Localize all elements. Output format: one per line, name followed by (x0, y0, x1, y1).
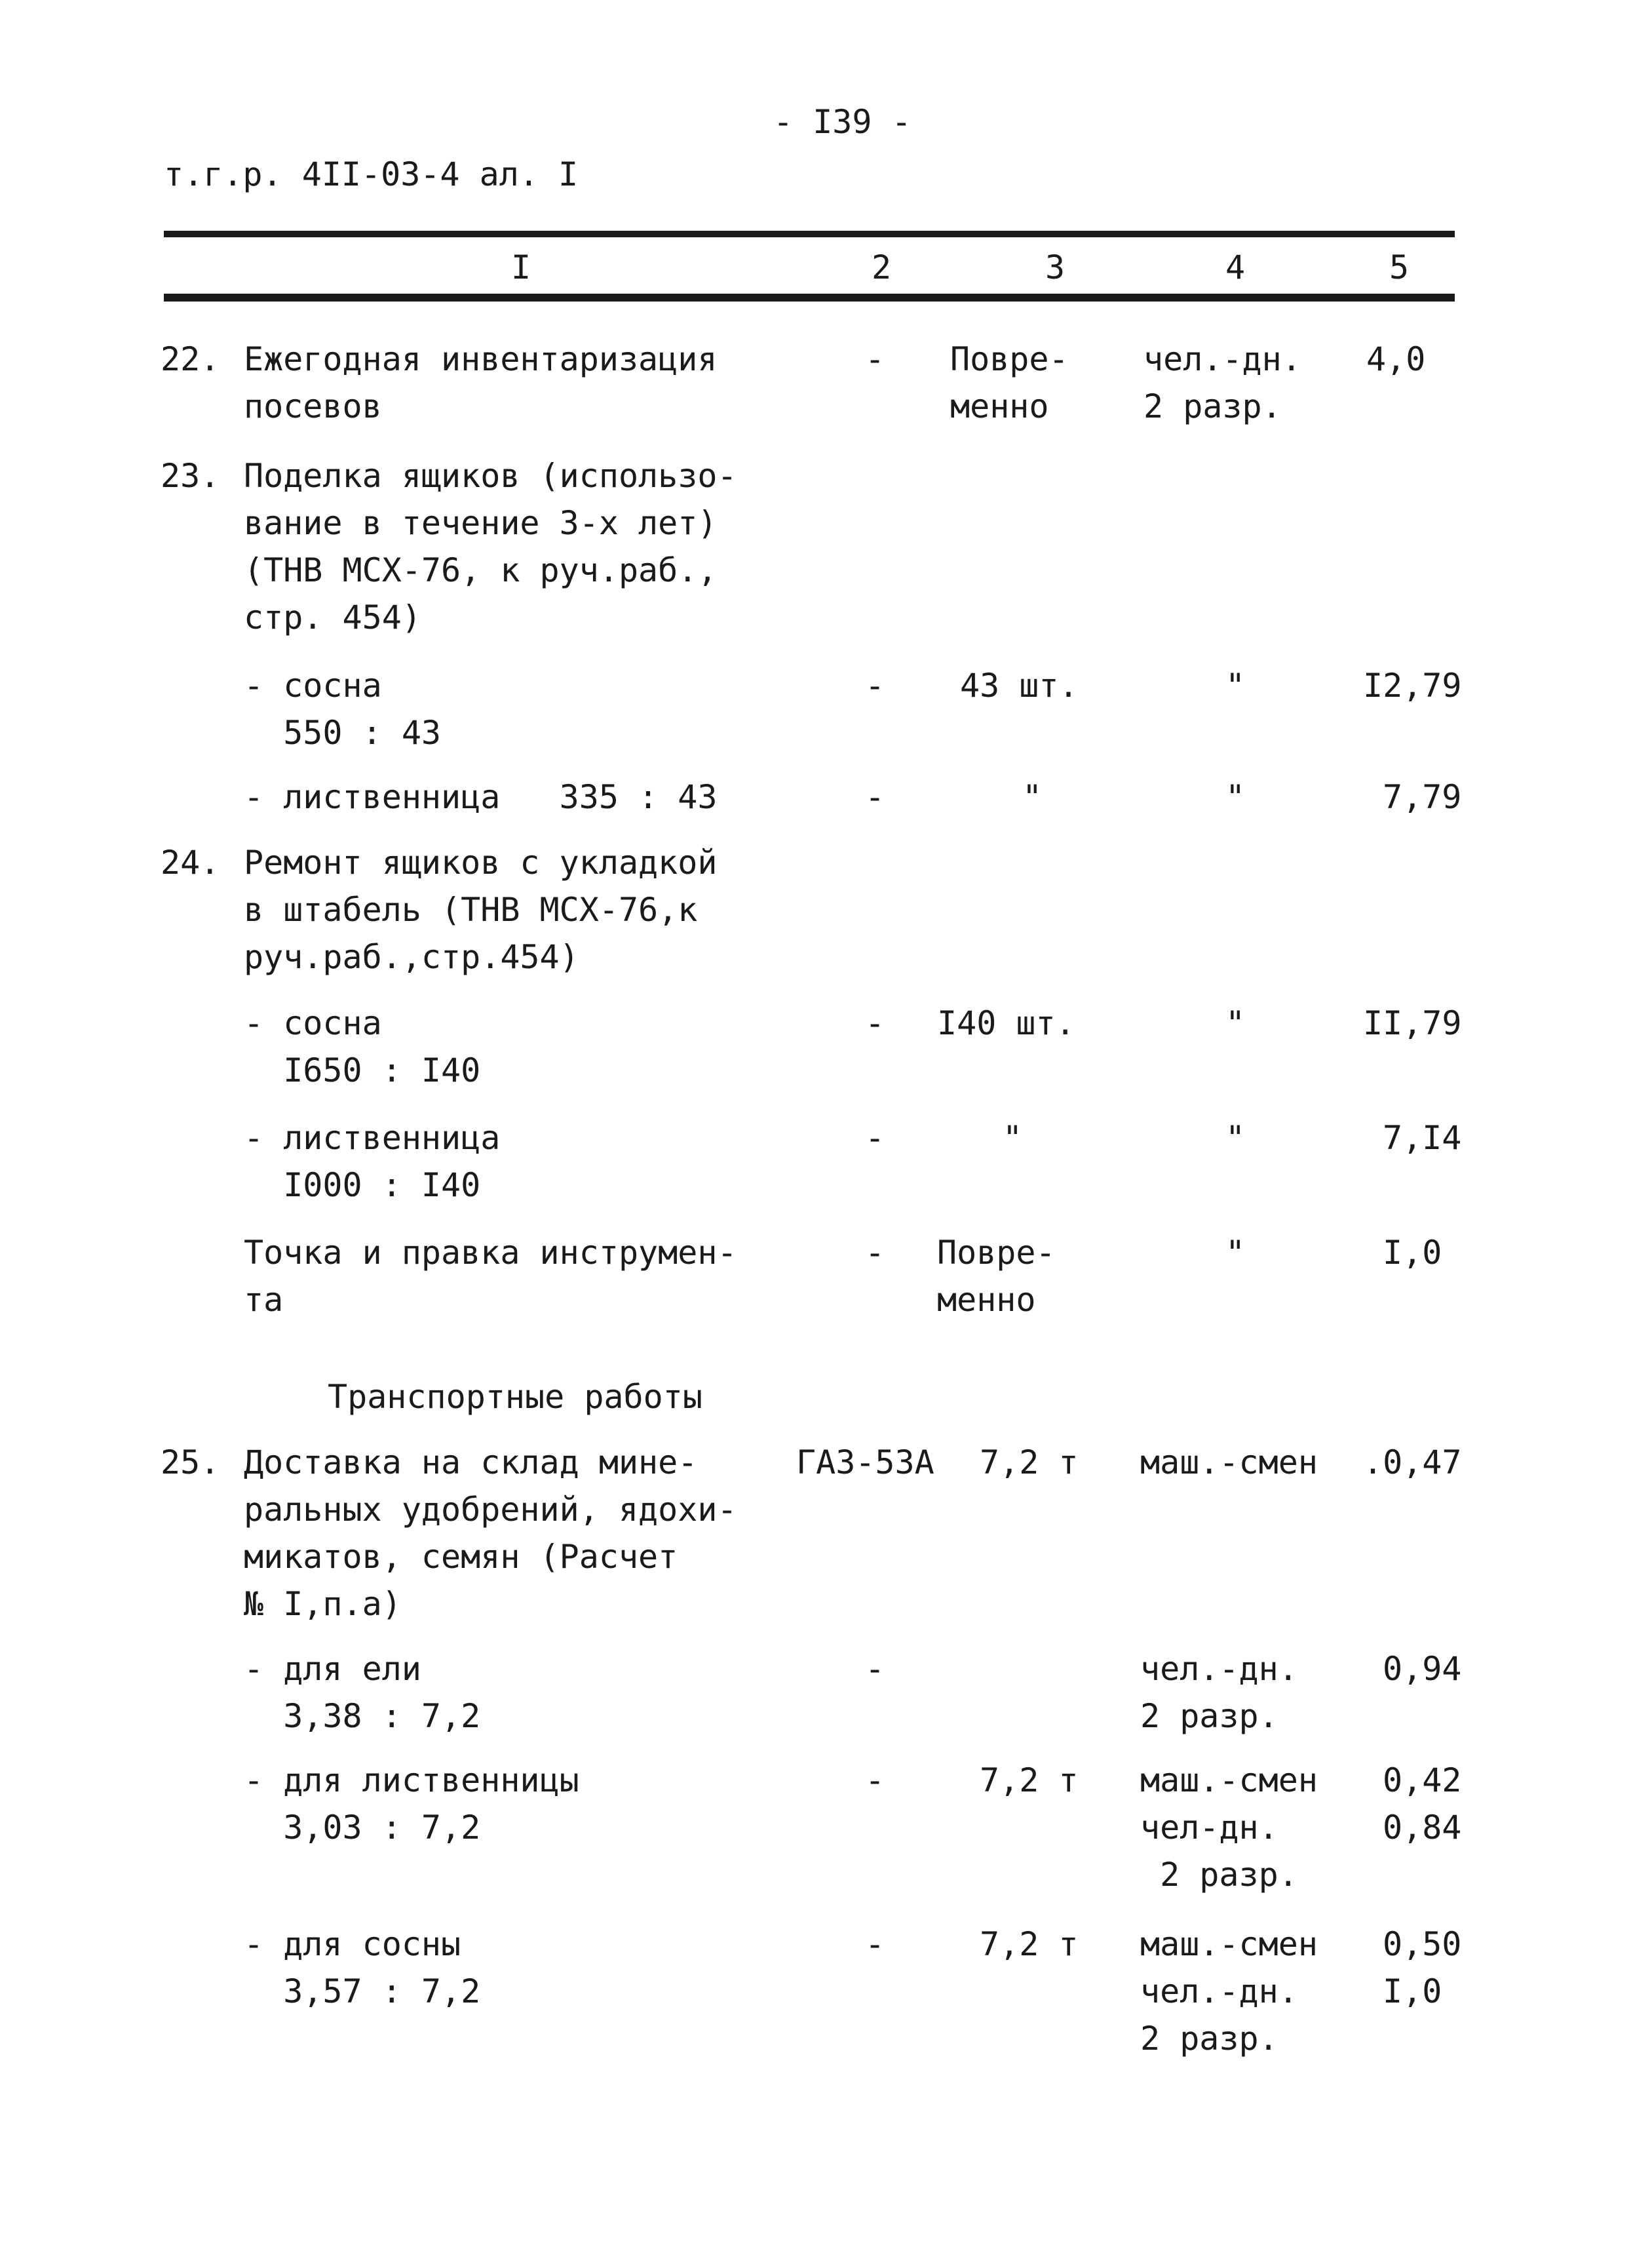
row-quantity: Повре- менно (937, 1234, 1056, 1319)
table-row (0, 1645, 1633, 1735)
column-header-1: I (511, 248, 531, 286)
row-value: .0,47 (1363, 1443, 1462, 1481)
row-equipment: - (865, 1925, 885, 1963)
row-description: Точка и правка инструмен- та (244, 1234, 737, 1319)
row-value: I,0 (1383, 1234, 1442, 1272)
row-equipment: - (865, 1004, 885, 1042)
row-equipment: ГАЗ-53А (796, 1443, 934, 1481)
row-description: - для сосны 3,57 : 7,2 (244, 1925, 481, 2010)
row-quantity: 43 шт. (960, 667, 1079, 705)
row-quantity: " (1022, 778, 1043, 816)
row-equipment: - (865, 1650, 885, 1688)
row-quantity: " (1003, 1119, 1023, 1157)
table-header-rule (164, 294, 1455, 302)
row-quantity: 7,2 т (980, 1443, 1079, 1481)
row-value: 7,I4 (1383, 1119, 1462, 1157)
row-unit: чел.-дн. 2 разр. (1143, 340, 1301, 425)
row-unit: " (1225, 778, 1246, 816)
row-value: 4,0 (1366, 340, 1426, 378)
row-description: - сосна 550 : 43 (244, 667, 442, 752)
row-equipment: - (865, 340, 885, 378)
row-quantity: 7,2 т (980, 1761, 1079, 1799)
row-equipment: - (865, 1119, 885, 1157)
document-reference: т.г.р. 4II-03-4 ал. I (164, 155, 579, 193)
column-header-5: 5 (1389, 248, 1410, 286)
row-number: 22. (161, 340, 220, 378)
row-description: Поделка ящиков (использо- вание в течение 3-х лет) (ТНВ МСХ-76, к руч.раб., стр. 454) (244, 457, 737, 636)
table-top-rule (164, 231, 1455, 237)
row-unit: " (1225, 1004, 1246, 1042)
row-quantity: Повре- менно (950, 340, 1069, 425)
row-description: Ремонт ящиков с укладкой в штабель (ТНВ МСХ-76,к руч.раб.,стр.454) (244, 844, 718, 976)
row-description: - сосна I650 : I40 (244, 1004, 481, 1089)
row-unit: " (1225, 1234, 1246, 1272)
row-value: II,79 (1363, 1004, 1462, 1042)
row-unit: " (1225, 1119, 1246, 1157)
row-equipment: - (865, 667, 885, 705)
table-row (0, 839, 1633, 976)
row-equipment: - (865, 778, 885, 816)
page-number: - I39 - (773, 103, 912, 141)
row-number: 25. (161, 1443, 220, 1481)
row-value: 0,94 (1383, 1650, 1462, 1688)
row-unit: " (1225, 667, 1246, 705)
row-number: 24. (161, 844, 220, 882)
row-quantity: I40 шт. (937, 1004, 1075, 1042)
row-unit: маш.-смен чел.-дн. 2 разр. (1140, 1925, 1318, 2058)
row-description: - для ели 3,38 : 7,2 (244, 1650, 481, 1735)
row-value: I2,79 (1363, 667, 1462, 705)
row-description: Ежегодная инвентаризация посевов (244, 340, 718, 425)
row-description: - лиственница I000 : I40 (244, 1119, 501, 1204)
row-description: Доставка на склад мине- ральных удобрений, ядохи- микатов, семян (Расчет № I,п.а) (244, 1443, 737, 1623)
row-description: - лиственница 335 : 43 (244, 778, 718, 816)
table-row (0, 1114, 1633, 1204)
row-unit: маш.-смен чел-дн. 2 разр. (1140, 1761, 1318, 1894)
table-row (0, 452, 1633, 636)
table-row (0, 1229, 1633, 1319)
row-unit: чел.-дн. 2 разр. (1140, 1650, 1298, 1735)
row-description: - для лиственницы 3,03 : 7,2 (244, 1761, 579, 1847)
row-number: 23. (161, 457, 220, 495)
table-row (0, 773, 1633, 816)
table-row (0, 662, 1633, 752)
row-equipment: - (865, 1234, 885, 1272)
row-value: 0,42 0,84 (1383, 1761, 1462, 1847)
row-value: 7,79 (1383, 778, 1462, 816)
section-title: Транспортные работы (328, 1378, 702, 1416)
row-value: 0,50 I,0 (1383, 1925, 1462, 2010)
column-header-2: 2 (872, 248, 892, 286)
row-unit: маш.-смен (1140, 1443, 1318, 1481)
column-header-3: 3 (1045, 248, 1066, 286)
row-equipment: - (865, 1761, 885, 1799)
row-quantity: 7,2 т (980, 1925, 1079, 1963)
column-header-4: 4 (1225, 248, 1246, 286)
